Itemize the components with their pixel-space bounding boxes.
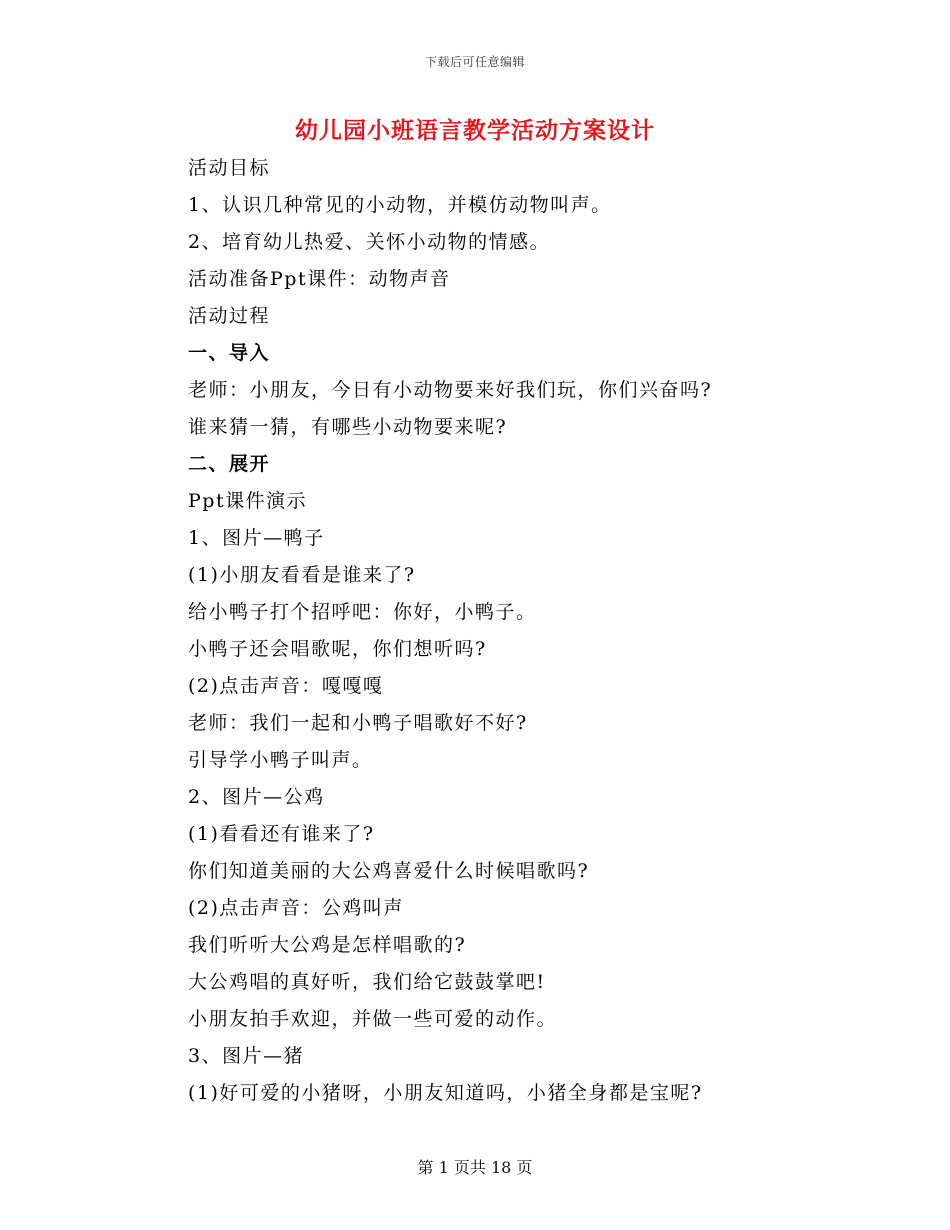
section-heading: 二、展开: [188, 453, 271, 475]
body-line: Ppt课件演示: [188, 490, 308, 512]
body-line: 2、培育幼儿热爱、关怀小动物的情感。: [188, 231, 551, 253]
body-line: (1)好可爱的小猪呀，小朋友知道吗，小猪全身都是宝呢?: [188, 1082, 703, 1104]
body-line: 活动过程: [188, 305, 271, 327]
body-line: 1、图片—鸭子: [188, 527, 325, 549]
page-number: 第 1 页共 18 页: [417, 1158, 533, 1177]
body-line: (2)点击声音：嘎嘎嘎: [188, 675, 384, 697]
body-line: 小朋友拍手欢迎，并做一些可爱的动作。: [188, 1008, 558, 1030]
document-body: [188, 150, 888, 1112]
header-note: 下载后可任意编辑: [424, 55, 525, 69]
body-line: 活动准备Ppt课件：动物声音: [188, 268, 451, 290]
body-line: 1、认识几种常见的小动物，并模仿动物叫声。: [188, 194, 612, 216]
body-line: 谁来猜一猜，有哪些小动物要来呢?: [188, 416, 508, 438]
body-line: 大公鸡唱的真好听，我们给它鼓鼓掌吧!: [188, 971, 546, 993]
body-line: 老师：我们一起和小鸭子唱歌好不好?: [188, 712, 528, 734]
body-line: 我们听听大公鸡是怎样唱歌的?: [188, 934, 467, 956]
body-line: (2)点击声音：公鸡叫声: [188, 897, 404, 919]
section-heading: 一、导入: [188, 342, 271, 364]
body-line: 3、图片—猪: [188, 1045, 305, 1067]
body-line: 2、图片—公鸡: [188, 786, 325, 808]
body-line: 活动目标: [188, 157, 271, 179]
body-line: (1)看看还有谁来了?: [188, 823, 375, 845]
body-line: 小鸭子还会唱歌呢，你们想听吗?: [188, 638, 487, 660]
body-line: (1)小朋友看看是谁来了?: [188, 564, 416, 586]
body-line: 给小鸭子打个招呼吧：你好，小鸭子。: [188, 601, 537, 623]
document-title: 幼儿园小班语言教学活动方案设计: [295, 117, 655, 144]
body-line: 引导学小鸭子叫声。: [188, 749, 373, 771]
body-line: 你们知道美丽的大公鸡喜爱什么时候唱歌吗?: [188, 860, 590, 882]
body-line: 老师：小朋友，今日有小动物要来好我们玩，你们兴奋吗?: [188, 379, 713, 401]
